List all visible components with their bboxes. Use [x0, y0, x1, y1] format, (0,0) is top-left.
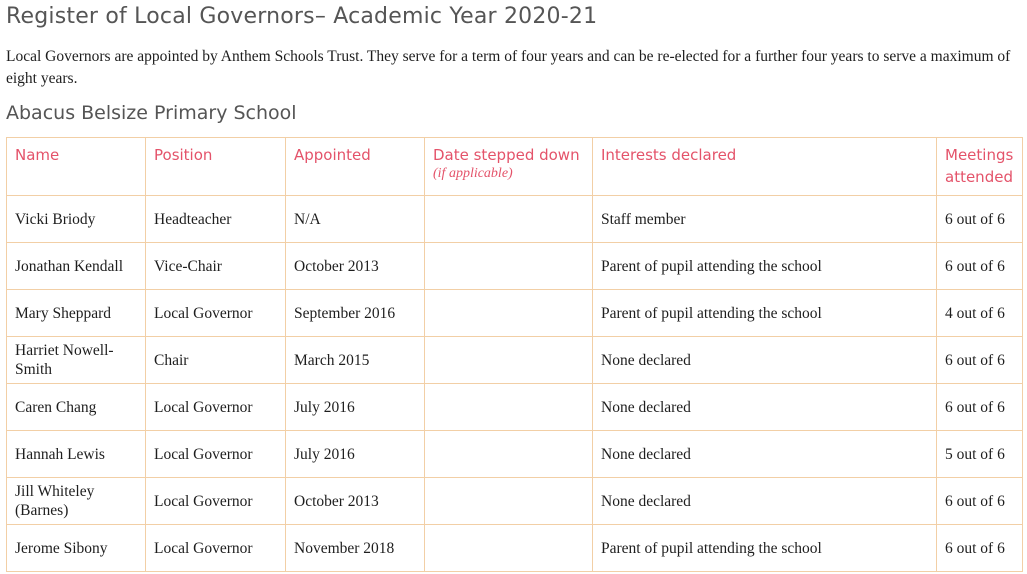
cell-position: Local Governor: [146, 384, 286, 431]
header-date-stepped-down-note: (if applicable): [433, 166, 513, 181]
governors-table: [6, 137, 1023, 572]
header-date-stepped-down-label: Date stepped down: [433, 146, 580, 164]
cell-meetings-attended: 6 out of 6: [937, 243, 1023, 290]
cell-date-stepped-down: [425, 337, 593, 384]
cell-date-stepped-down: [425, 525, 593, 572]
cell-name: Harriet Nowell-Smith: [7, 337, 146, 384]
table-body: [7, 196, 1023, 572]
table-row: [7, 478, 1023, 525]
cell-name: Mary Sheppard: [7, 290, 146, 337]
cell-position: Local Governor: [146, 478, 286, 525]
cell-meetings-attended: 6 out of 6: [937, 478, 1023, 525]
table-row: [7, 384, 1023, 431]
cell-position: Chair: [146, 337, 286, 384]
table-row: [7, 196, 1023, 243]
header-interests-declared: Interests declared: [593, 138, 937, 196]
cell-appointed: March 2015: [286, 337, 425, 384]
header-appointed: Appointed: [286, 138, 425, 196]
cell-appointed: N/A: [286, 196, 425, 243]
cell-position: Headteacher: [146, 196, 286, 243]
cell-position: Local Governor: [146, 525, 286, 572]
cell-interests-declared: None declared: [593, 478, 937, 525]
cell-position: Local Governor: [146, 290, 286, 337]
cell-appointed: October 2013: [286, 478, 425, 525]
cell-date-stepped-down: [425, 431, 593, 478]
table-header-row: [7, 138, 1023, 196]
cell-appointed: November 2018: [286, 525, 425, 572]
cell-name: Jonathan Kendall: [7, 243, 146, 290]
cell-interests-declared: Staff member: [593, 196, 937, 243]
cell-position: Local Governor: [146, 431, 286, 478]
page-title: Register of Local Governors– Academic Year 2020-21: [6, 4, 598, 29]
cell-date-stepped-down: [425, 478, 593, 525]
cell-interests-declared: None declared: [593, 431, 937, 478]
cell-date-stepped-down: [425, 196, 593, 243]
header-name: Name: [7, 138, 146, 196]
cell-name: Vicki Briody: [7, 196, 146, 243]
header-meetings-attended: Meetings attended: [937, 138, 1023, 196]
table-row: [7, 243, 1023, 290]
cell-meetings-attended: 6 out of 6: [937, 384, 1023, 431]
cell-appointed: July 2016: [286, 431, 425, 478]
cell-meetings-attended: 6 out of 6: [937, 196, 1023, 243]
cell-name: Hannah Lewis: [7, 431, 146, 478]
cell-interests-declared: Parent of pupil attending the school: [593, 243, 937, 290]
cell-appointed: July 2016: [286, 384, 425, 431]
cell-date-stepped-down: [425, 384, 593, 431]
cell-name: Jill Whiteley (Barnes): [7, 478, 146, 525]
cell-meetings-attended: 6 out of 6: [937, 337, 1023, 384]
cell-position: Vice-Chair: [146, 243, 286, 290]
cell-appointed: October 2013: [286, 243, 425, 290]
table-row: [7, 290, 1023, 337]
table-row: [7, 525, 1023, 572]
cell-interests-declared: Parent of pupil attending the school: [593, 525, 937, 572]
cell-appointed: September 2016: [286, 290, 425, 337]
cell-interests-declared: None declared: [593, 337, 937, 384]
cell-date-stepped-down: [425, 290, 593, 337]
header-position: Position: [146, 138, 286, 196]
cell-interests-declared: Parent of pupil attending the school: [593, 290, 937, 337]
cell-meetings-attended: 6 out of 6: [937, 525, 1023, 572]
school-heading: Abacus Belsize Primary School: [6, 102, 297, 124]
intro-text: Local Governors are appointed by Anthem Schools Trust. They serve for a term of four years and can be re-elected for a further four years to serve a maximum of eight years.: [6, 48, 1011, 87]
cell-interests-declared: None declared: [593, 384, 937, 431]
cell-meetings-attended: 4 out of 6: [937, 290, 1023, 337]
header-date-stepped-down: [425, 138, 593, 196]
cell-meetings-attended: 5 out of 6: [937, 431, 1023, 478]
cell-date-stepped-down: [425, 243, 593, 290]
table-row: [7, 337, 1023, 384]
table-row: [7, 431, 1023, 478]
cell-name: Caren Chang: [7, 384, 146, 431]
cell-name: Jerome Sibony: [7, 525, 146, 572]
